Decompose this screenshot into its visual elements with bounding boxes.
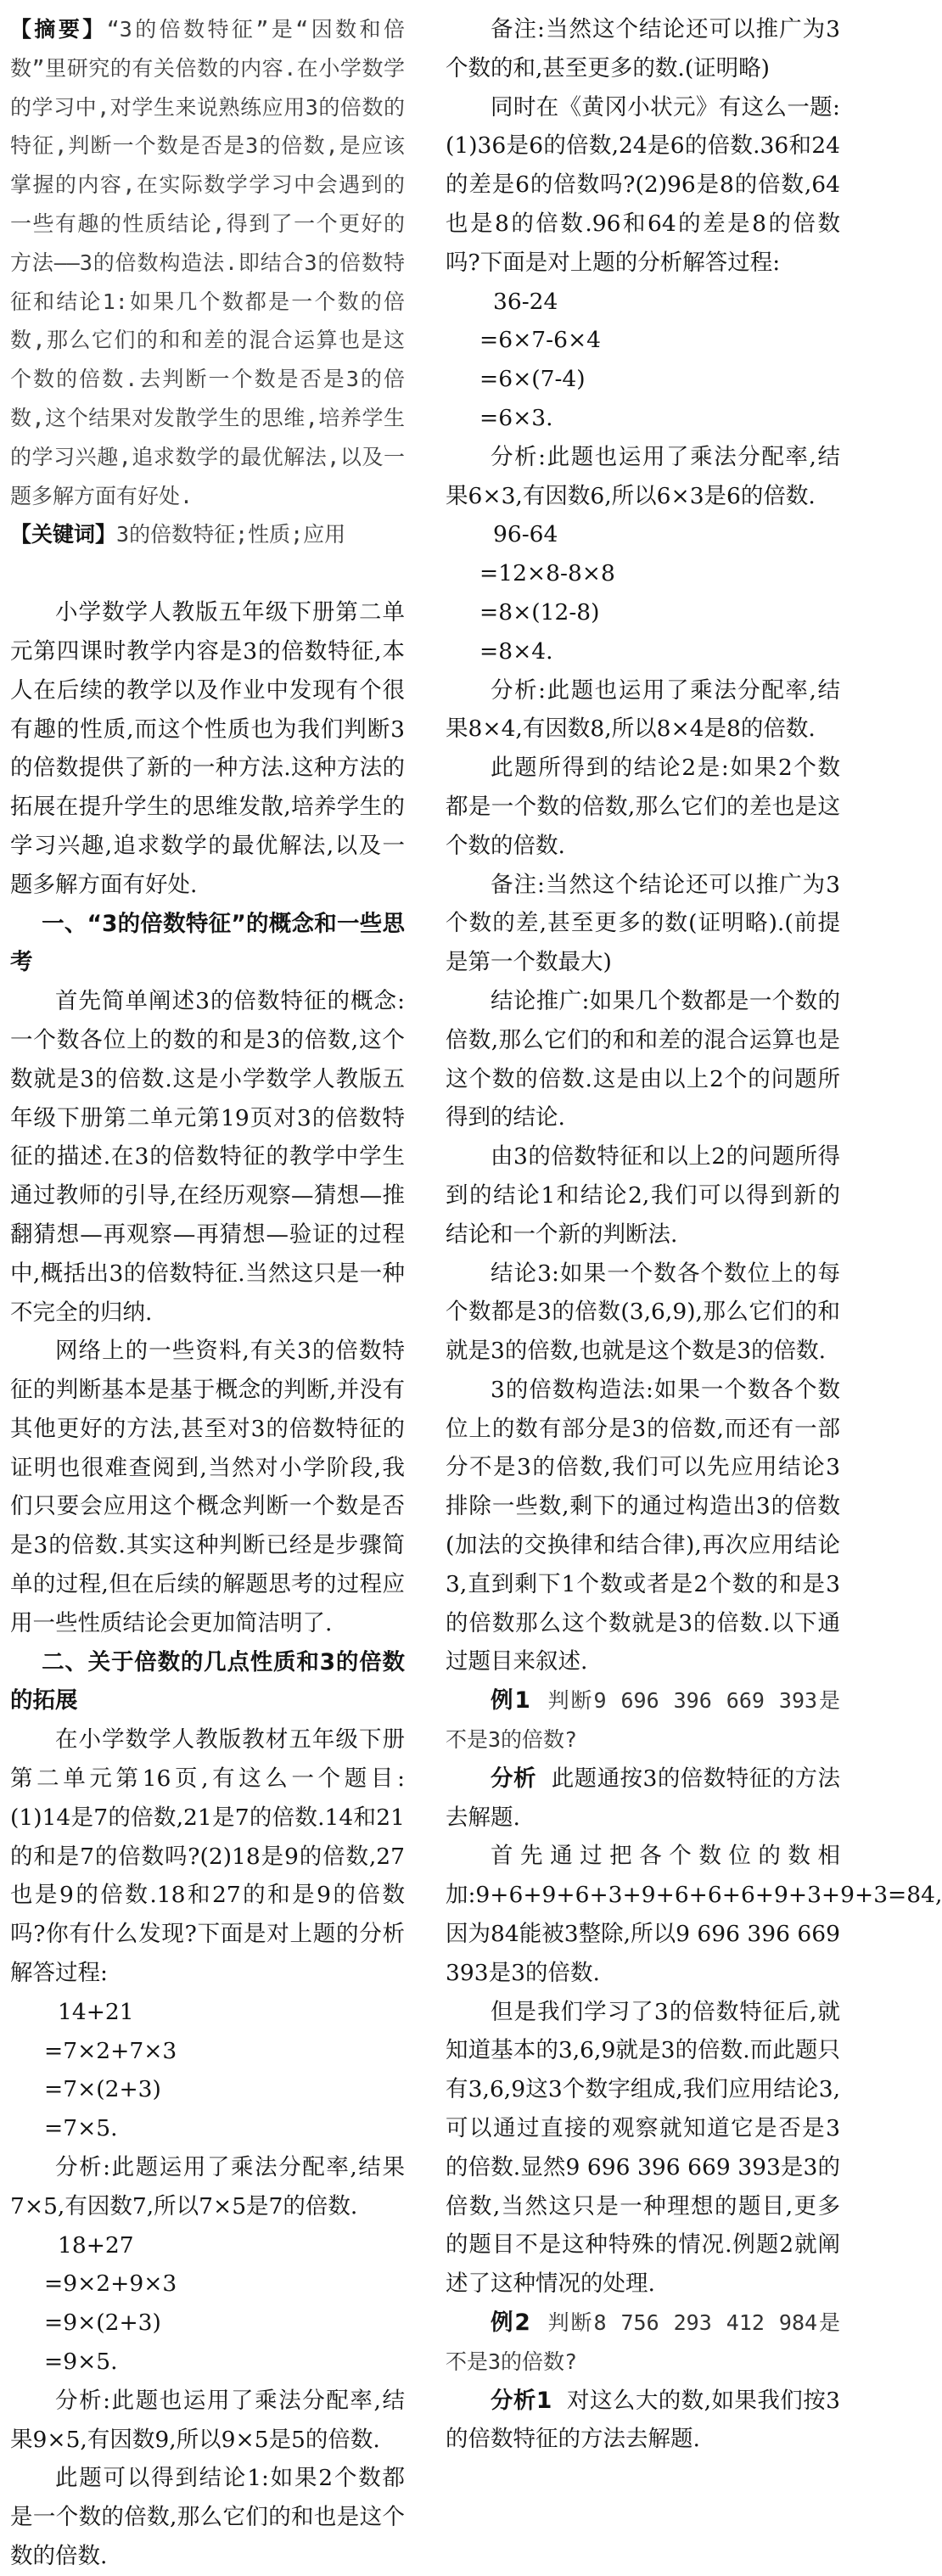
calc-line: =6×(7-4) (479, 366, 586, 393)
calc-line: =9×5. (44, 2349, 118, 2376)
analysis-label: 分析1 (491, 2387, 552, 2414)
note-1: 备注:当然这个结论还可以推广为3个数的和,甚至更多的数.(证明略) (446, 16, 840, 81)
section-1-paragraph-1: 首先简单阐述3的倍数特征的概念:一个数各位上的数的和是3的倍数,这个数就是3的倍数.这是小学数学人教版五年级下册第二单元第19页对3的倍数特征的描述.在3的倍数特征的教学中学生通过教师的引导,在经历观察—猜想—推翻猜想—再观察—再猜想—验证的过程中,概括出3的倍数特征.当然这只是一种不完全的归纳. (10, 988, 405, 1326)
analysis-text: 此题通按3的倍数特征的方法去解题. (446, 1765, 840, 1831)
calc-line: =7×(2+3) (44, 2076, 161, 2103)
left-column (10, 10, 405, 2576)
example-1-paragraph-2: 但是我们学习了3的倍数特征后,就知道基本的3,6,9就是3的倍数.而此题只有3,6,9这3个数字组成,我们应用结论3,可以通过直接的观察就知道它是否是3的倍数.显然9 696 396 669 393是3的倍数,当然这只是一种理想的题目,更多的题目不是这种特殊的情况.例题2就阐述了这种情况的处理. (446, 1998, 840, 2298)
abstract-label: 【摘要】 (10, 17, 107, 42)
calc-line: =9×(2+3) (44, 2309, 161, 2337)
construction-method: 3的倍数构造法:如果一个数各个数位上的数有部分是3的倍数,而还有一部分不是3的倍数,我们可以先应用结论3排除一些数,剩下的通过构造出3的倍数(加法的交换律和结合律),再次应用结论3,直到剩下1个数或者是2个数的和是3的倍数那么这个数就是3的倍数.以下通过题目来叙述. (446, 1376, 840, 1675)
huanggang-paragraph: 同时在《黄冈小状元》有这么一题:(1)36是6的倍数,24是6的倍数.36和24的差是6的倍数吗?(2)96是8的倍数,64也是8的倍数.96和64的差是8的倍数吗?下面是对上题的分析解答过程: (446, 93, 840, 276)
calc-line: 18+27 (58, 2231, 134, 2259)
calc-block-1 (10, 1993, 405, 2148)
abstract-text: “3的倍数特征”是“因数和倍数”里研究的有关倍数的内容.在小学数学的学习中,对学生来说熟练应用3的倍数的特征,判断一个数是否是3的倍数,是应该掌握的内容,在实际数学学习中会遇到的一些有趣的性质结论,得到了一个更好的方法——3的倍数构造法.即结合3的倍数特征和结论1:如果几个数都是一个数的倍数,那么它们的和和差的混合运算也是这个数的倍数.去判断一个数是否是3的倍数,这个结果对发散学生的思维,培养学生的学习兴趣,追求数学的最优解法,以及一题多解方面有好处. (10, 17, 405, 508)
calc-line: =9×2+9×3 (44, 2270, 177, 2298)
calc-line: =12×8-8×8 (479, 560, 615, 587)
example-2-label: 例2 (491, 2309, 530, 2337)
analysis-label: 分析 (491, 1765, 536, 1792)
conclusion-1: 此题可以得到结论1:如果2个数都是一个数的倍数,那么它们的和也是这个数的倍数. (10, 2465, 405, 2569)
example-1 (446, 1681, 840, 1759)
calc-line: 96-64 (493, 521, 558, 548)
spacer (10, 554, 405, 593)
calc-line: =7×5. (44, 2115, 118, 2142)
calc-line: =8×(12-8) (479, 598, 600, 626)
calc-line: =6×7-6×4 (479, 327, 602, 354)
calc-line: =8×4. (479, 637, 553, 665)
derivation: 由3的倍数特征和以上2的问题所得到的结论1和结论2,我们可以得到新的结论和一个新的判断法. (446, 1143, 840, 1248)
example-1-paragraph-1: 首先通过把各个数位的数相加:9+6+9+6+3+9+6+6+6+9+3+9+3=84,因为84能被3整除,所以9 696 396 669 393是3的倍数. (446, 1843, 942, 1986)
calc-block-3 (446, 283, 840, 438)
example-2-analysis (446, 2382, 840, 2460)
generalization: 结论推广:如果几个数都是一个数的倍数,那么它们的和和差的混合运算也是这个数的倍数.这是由以上2个的问题所得到的结论. (446, 987, 840, 1131)
analysis-3: 分析:此题也运用了乘法分配率,结果6×3,有因数6,所以6×3是6的倍数. (446, 443, 840, 509)
example-1-analysis (446, 1759, 840, 1838)
calc-line: 14+21 (58, 1998, 134, 2025)
calc-line: =6×3. (479, 404, 553, 431)
keywords-paragraph (10, 515, 405, 554)
analysis-1: 分析:此题运用了乘法分配率,结果7×5,有因数7,所以7×5是7的倍数. (10, 2154, 405, 2220)
abstract-paragraph (10, 10, 405, 515)
calc-line: 36-24 (493, 288, 558, 315)
analysis-4: 分析:此题也运用了乘法分配率,结果8×4,有因数8,所以8×4是8的倍数. (446, 676, 840, 743)
calc-line: =7×2+7×3 (44, 2037, 177, 2064)
conclusion-3: 结论3:如果一个数各个数位上的每个数都是3的倍数(3,6,9),那么它们的和就是3的倍数,也就是这个数是3的倍数. (446, 1260, 840, 1365)
section-1-paragraph-2: 网络上的一些资料,有关3的倍数特征的判断基本是基于概念的判断,并没有其他更好的方法,甚至对3的倍数特征的证明也很难查阅到,当然对小学阶段,我们只要会应用这个概念判断一个数是否是3的倍数.其实这种判断已经是步骤简单的过程,但在后续的解题思考的过程应用一些性质结论会更加简洁明了. (10, 1338, 405, 1636)
section-1-heading: 一、“3的倍数特征”的概念和一些思考 (10, 910, 405, 976)
analysis-2: 分析:此题也运用了乘法分配率,结果9×5,有因数9,所以9×5是5的倍数. (10, 2387, 405, 2453)
note-2: 备注:当然这个结论还可以推广为3个数的差,甚至更多的数(证明略).(前提是第一个数最大) (446, 871, 840, 976)
intro-paragraph: 小学数学人教版五年级下册第二单元第四课时教学内容是3的倍数特征,本人在后续的教学以及作业中发现有个很有趣的性质,而这个性质也为我们判断3的倍数提供了新的一种方法.这种方法的拓展在提升学生的思维发散,培养学生的学习兴趣,追求数学的最优解法,以及一题多解方面有好处. (10, 599, 405, 898)
keywords-label: 【关键词】 (10, 522, 117, 547)
example-1-label: 例1 (491, 1687, 530, 1715)
example-2 (446, 2304, 840, 2382)
calc-block-4 (446, 515, 840, 671)
analysis-text: 对这么大的数,如果我们按3的倍数特征的方法去解题. (446, 2387, 840, 2453)
conclusion-2: 此题所得到的结论2是:如果2个数都是一个数的倍数,那么它们的差也是这个数的倍数. (446, 755, 840, 859)
section-2-paragraph-1: 在小学数学人教版教材五年级下册第二单元第16页,有这么一个题目:(1)14是7的倍数,21是7的倍数.14和21的和是7的倍数吗?(2)18是9的倍数,27也是9的倍数.18和27的和是9的倍数吗?你有什么发现?下面是对上题的分析解答过程: (10, 1726, 405, 1987)
section-2-heading: 二、关于倍数的几点性质和3的倍数的拓展 (10, 1648, 405, 1715)
example-1-text: 判断9 696 396 669 393是不是3的倍数? (446, 1688, 840, 1753)
calc-block-2 (10, 2226, 405, 2382)
example-2-text: 判断8 756 293 412 984是不是3的倍数? (446, 2310, 840, 2374)
keywords-text: 3的倍数特征;性质;应用 (116, 522, 346, 547)
right-column (446, 10, 942, 2459)
